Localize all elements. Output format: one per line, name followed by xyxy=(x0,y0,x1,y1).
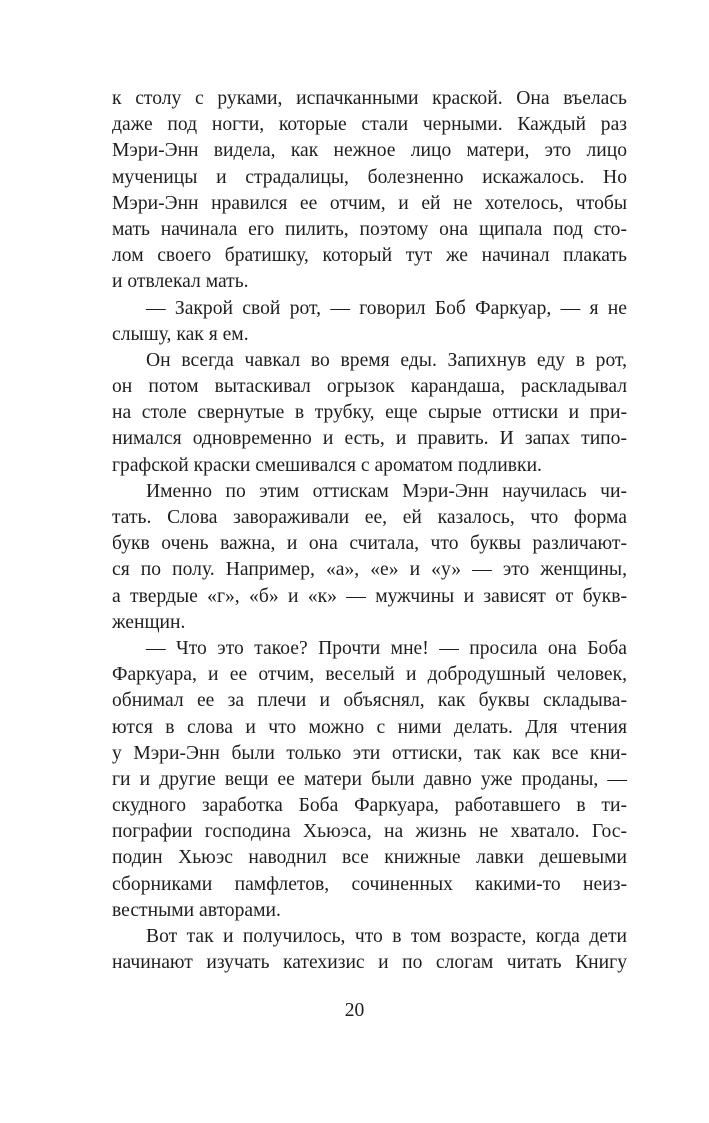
text-line: к столу с руками, испачканными краской. Она въелась xyxy=(112,88,627,109)
text-line: скудного заработка Боба Фаркуара, работавшего в ти- xyxy=(112,795,627,817)
text-line: и отвлекал мать. xyxy=(112,271,249,293)
text-line: ются в слова и что можно с ними делать. Для чтения xyxy=(112,716,627,738)
paragraph xyxy=(112,86,627,296)
text-line: графской краски смешивался с ароматом подливки. xyxy=(112,454,542,476)
text-line: пографии господина Хьюэса, на жизнь не хватало. Гос- xyxy=(112,821,627,843)
page-number: 20 xyxy=(344,1000,365,1021)
text-line: женщин. xyxy=(112,611,186,633)
text-line: начинают изучать катехизис и по слогам читать Книгу xyxy=(112,952,627,974)
text-line: Мэри-Энн нравился ее отчим, и ей не хотелось, чтобы xyxy=(112,192,627,214)
text-line: вестными авторами. xyxy=(112,899,281,921)
text-line: мать начинала его пилить, поэтому она щипала под сто- xyxy=(112,218,627,240)
body-text xyxy=(112,86,627,976)
text-line: нимался одновременно и есть, и править. И запах типо- xyxy=(112,428,627,450)
text-line: — Закрой свой рот, — говорил Боб Фаркуар, — я не xyxy=(146,297,627,319)
paragraph xyxy=(112,479,627,636)
text-line: лом своего братишку, который тут же начинал плакать xyxy=(112,245,627,267)
text-line: а твердые «г», «б» и «к» — мужчины и зависят от букв- xyxy=(112,585,627,607)
text-line: подин Хьюэс наводнил все книжные лавки дешевыми xyxy=(112,847,627,869)
text-line: сборниками памфлетов, сочиненных какими-то неиз- xyxy=(112,873,627,895)
paragraph xyxy=(112,636,627,924)
text-line: даже под ногти, которые стали черными. Каждый раз xyxy=(112,114,627,136)
text-line: на столе свернутые в трубку, еще сырые оттиски и при- xyxy=(112,402,627,424)
text-line: слышу, как я ем. xyxy=(112,323,249,345)
text-line: ся по полу. Например, «а», «е» и «у» — это женщины, xyxy=(112,559,627,581)
text-line: Именно по этим оттискам Мэри-Энн научилась чи- xyxy=(146,480,627,502)
text-line: Фаркуара, и ее отчим, веселый и добродушный человек, xyxy=(112,664,627,686)
text-line: Он всегда чавкал во время еды. Запихнув еду в рот, xyxy=(146,349,627,371)
text-line: ги и другие вещи ее матери были давно уже проданы, — xyxy=(112,768,627,790)
text-line: у Мэри-Энн были только эти оттиски, так как все кни- xyxy=(112,742,627,764)
paragraph xyxy=(112,296,627,348)
text-line: тать. Слова завораживали ее, ей казалось, что форма xyxy=(112,507,627,528)
text-line: — Что это такое? Прочти мне! — просила она Боба xyxy=(146,637,627,659)
text-line: букв очень важна, и она считала, что буквы различают- xyxy=(112,533,627,555)
text-line: Вот так и получилось, что в том возрасте, когда дети xyxy=(146,926,627,947)
paragraph xyxy=(112,348,627,479)
text-line: обнимал ее за плечи и объяснял, как буквы складыва- xyxy=(112,690,627,712)
text-line: он потом вытаскивал огрызок карандаша, раскладывал xyxy=(112,376,627,398)
text-line: Мэри-Энн видела, как нежное лицо матери, это лицо xyxy=(112,140,627,162)
text-line: мученицы и страдалицы, болезненно искажалось. Но xyxy=(112,166,627,188)
paragraph xyxy=(112,924,627,976)
